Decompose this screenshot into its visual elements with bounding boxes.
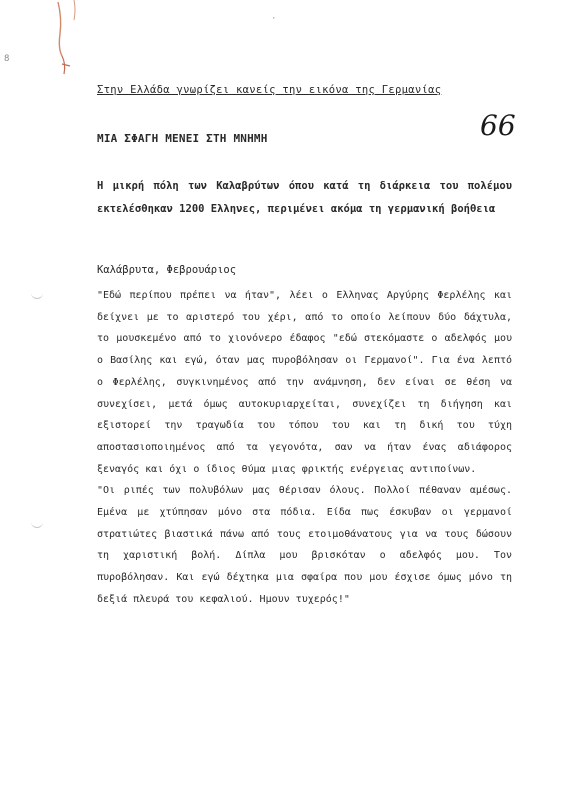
document-header: Στην Ελλάδα γνωρίζει κανείς την εικόνα της Γερμανίας — [97, 84, 442, 96]
dateline: Καλάβρυτα, Φεβρουάριος — [97, 264, 237, 276]
handwritten-page-number — [478, 108, 526, 142]
top-mark: · — [271, 14, 277, 24]
pen-scribble-icon — [38, 0, 88, 90]
margin-number: 8 — [4, 54, 10, 64]
svg-text:66: 66 — [480, 109, 516, 142]
binder-hole-mark — [31, 292, 43, 299]
article-subtitle: Η μικρή πόλη των Καλαβρύτων όπου κατά τη διάρκεια του πολέμου εκτελέσθηκαν 1200 Ελληνες, περιμένει ακόμα τη γερμανική βοήθεια — [97, 180, 512, 215]
binder-hole-mark — [31, 521, 43, 528]
article-title: ΜΙΑ ΣΦΑΓΗ ΜΕΝΕΙ ΣΤΗ ΜΝΗΜΗ — [97, 132, 268, 145]
paragraph: "Εδώ περίπου πρέπει να ήταν", λέει ο Ελληνας Αργύρης Φερλέλης και δείχνει με το αριστερό του χέρι, από το οποίο λείπουν δύο δάχτυλα, το μουσκεμένο από το χιονόνερο έδαφος "εδώ στεκόμαστε ο αδελφός μου ο Βασίλης και εγώ, όταν μας πυροβόλησαν οι Γερμανοί". Για ένα λεπτό ο Φερλέλης, συγκινημένος από την ανάμνηση, δεν είναι σε θέση να συνεχίσει, μετά όμως αυτοκυριαρχείται, συνεχίζει τη διήγηση και εξιστορεί την τραγωδία του τόπου του και τη δική του τύχη αποστασιοποιημένος από τα γεγονότα, σαν να ήταν ένας αδιάφορος ξεναγός και όχι ο ίδιος θύμα μιας φρικτής ενέργειας αντιποίνων. — [97, 290, 512, 475]
paragraph: "Οι ριπές των πολυβόλων μας θέρισαν όλους. Πολλοί πέθαναν αμέσως. Εμένα με χτύπησαν μόνο στα πόδια. Είδα πως έσκυβαν οι γερμανοί στρατιώτες βιαστικά πάνω από τους ετοιμοθάνατους για να τους δώσουν τη χαριστική βολή. Δίπλα μου βρισκόταν ο αδελφός μου. Τον πυροβόλησαν. Και εγώ δέχτηκα μια σφαίρα που μου έσχισε όμως μόνο τη δεξιά πλευρά του κεφαλιού. Ημουν τυχερός!" — [97, 485, 512, 605]
article-body — [97, 285, 512, 611]
